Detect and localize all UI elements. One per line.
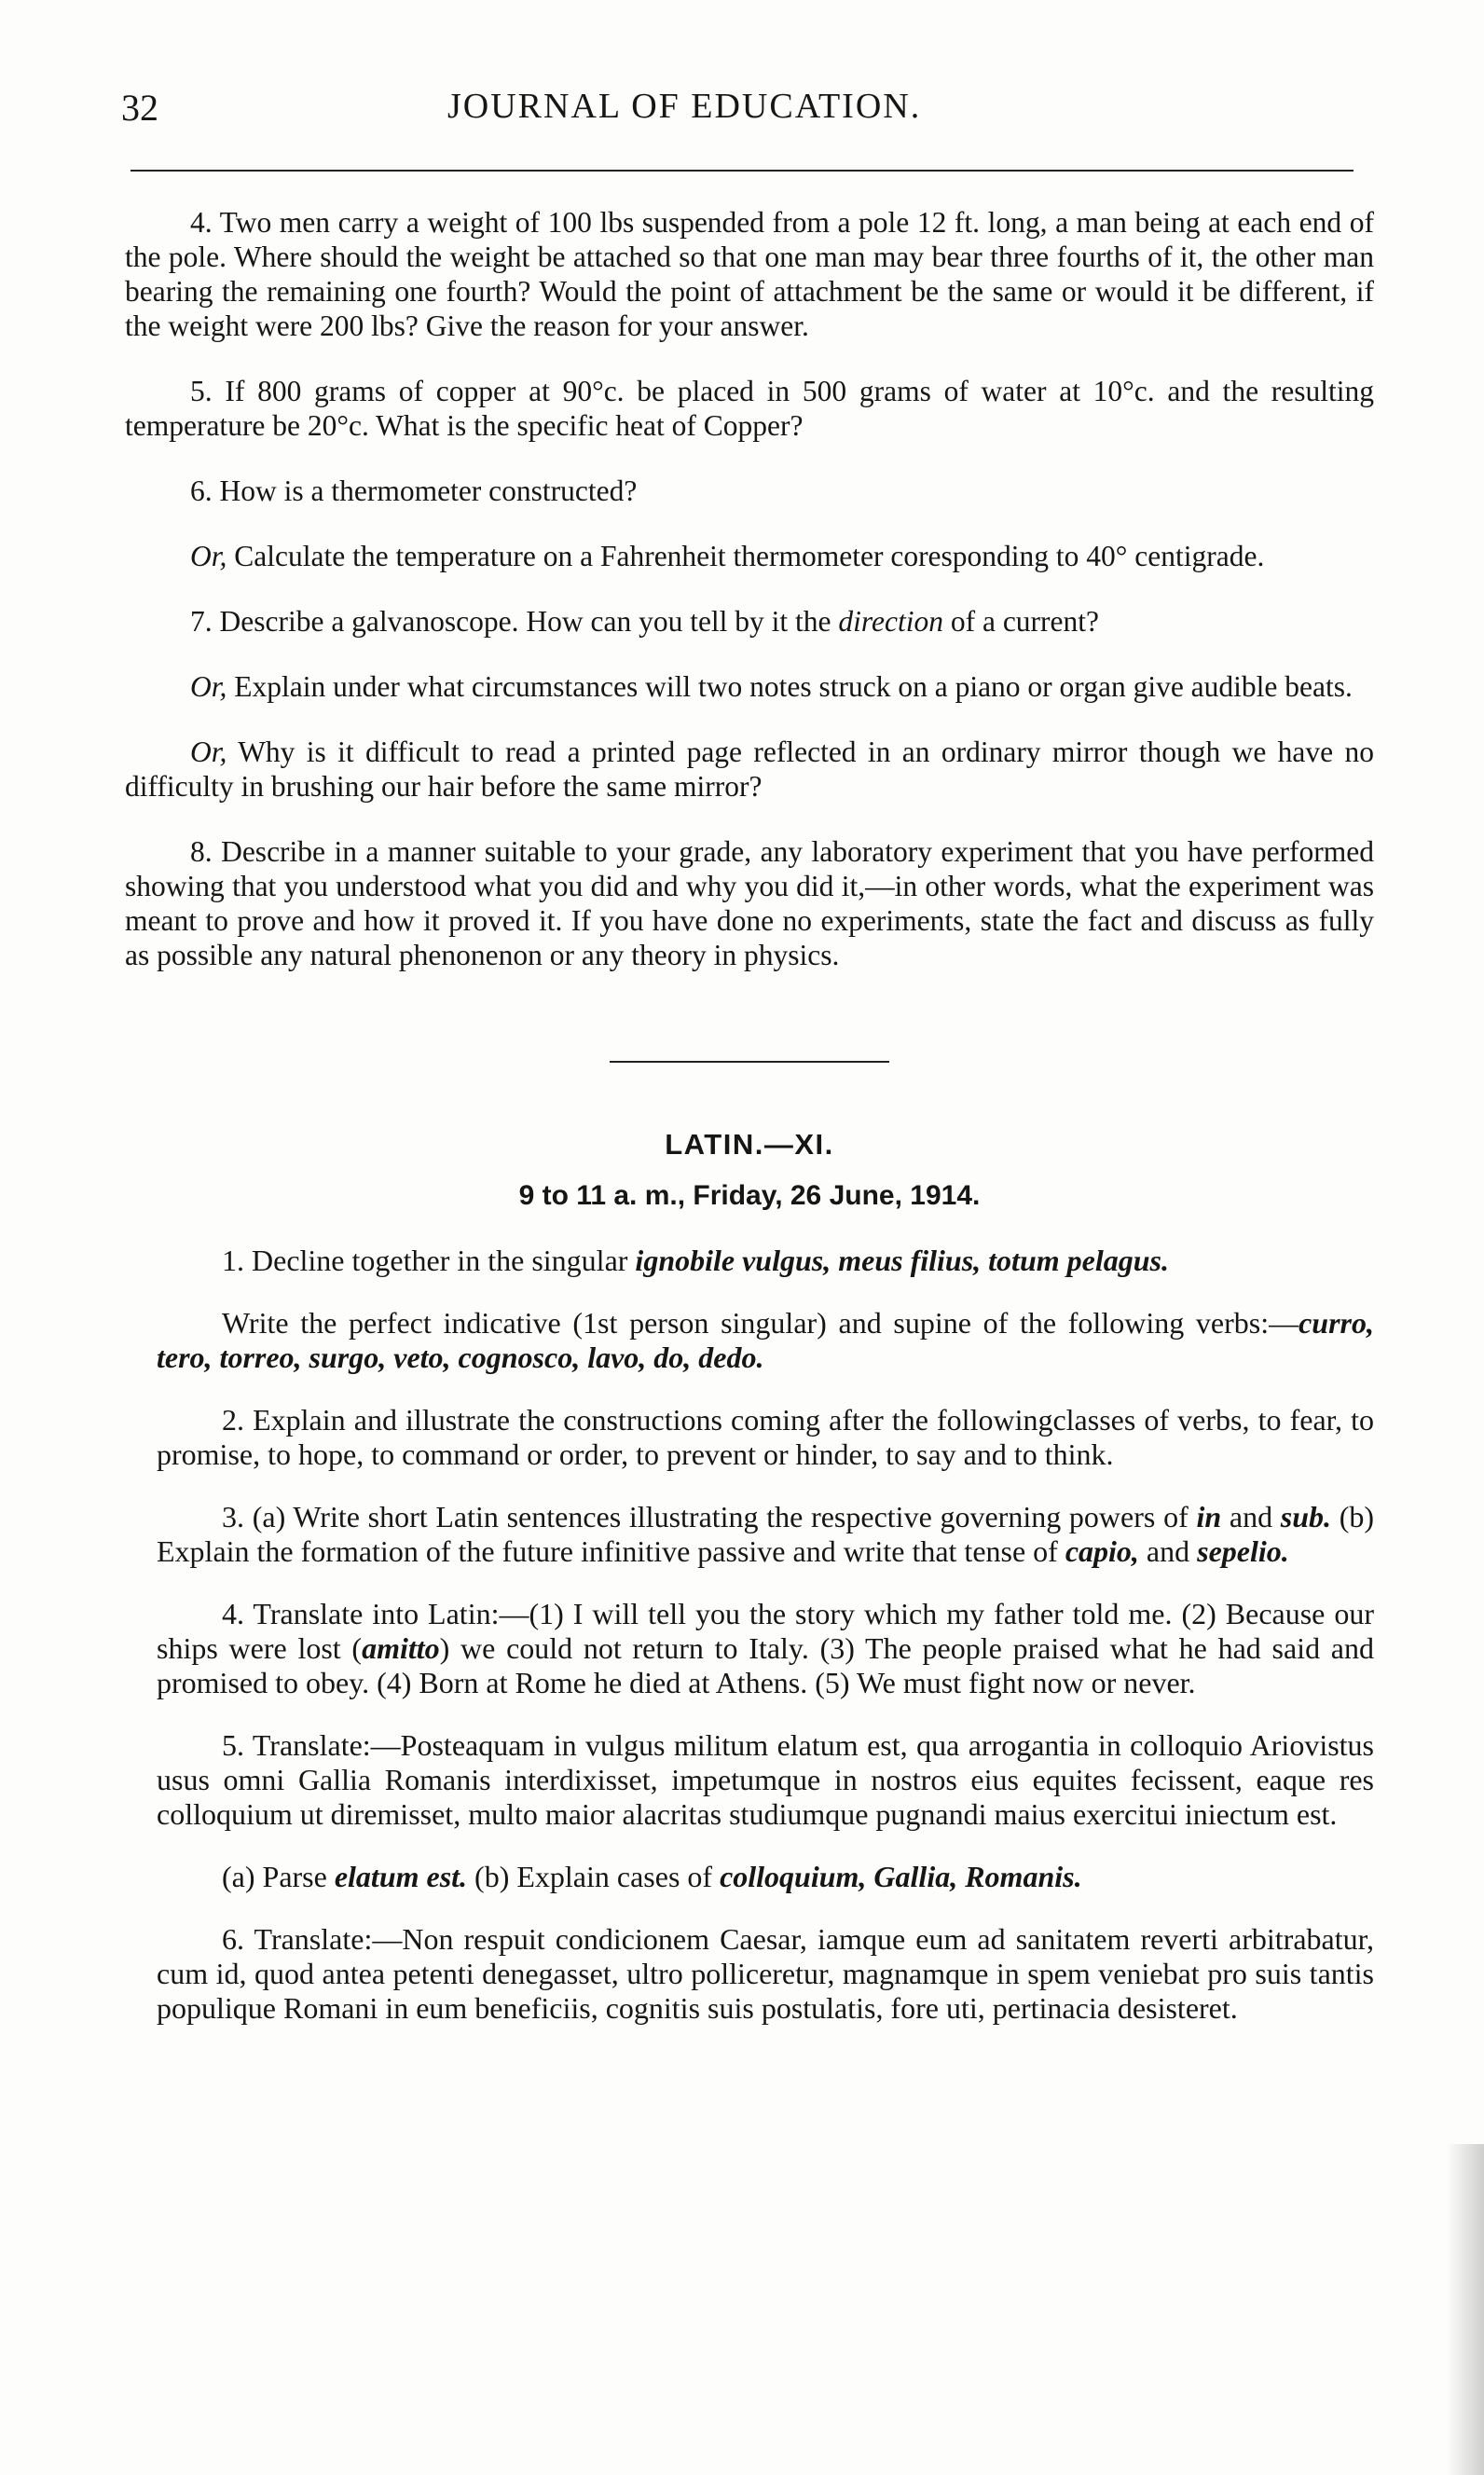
header-rule bbox=[131, 170, 1353, 172]
page-content bbox=[125, 205, 1374, 2054]
physics-question-6: 6. How is a thermometer constructed? bbox=[190, 474, 638, 507]
latin-question-5a: (a) Parse elatum est. (b) Explain cases of colloquium, Gallia, Romanis. bbox=[222, 1860, 1082, 1893]
physics-question-6-alternative: Or, Calculate the temperature on a Fahrenheit thermometer coresponding to 40° centigrade. bbox=[190, 540, 1265, 572]
page-header bbox=[121, 86, 1352, 151]
physics-question-7-alternative-1: Or, Explain under what circumstances will two notes struck on a piano or organ give audible beats. bbox=[190, 670, 1353, 703]
physics-question-8: 8. Describe in a manner suitable to your grade, any laboratory experiment that you have performed showing that you understood what you did and why you did it,—in other words, what the experiment was meant to prove and how it proved it. If you have done no experiments, state the fact and discuss as fully as possible any natural phenonenon or any theory in physics. bbox=[125, 835, 1375, 971]
physics-question-7: 7. Describe a galvanoscope. How can you tell by it the direction of a current? bbox=[190, 605, 1100, 638]
latin-question-4: 4. Translate into Latin:—(1) I will tell you the story which my father told me. (2) Because our ships were lost (amitto) we could not return to Italy. (3) The people praised what he had said and promised to obey. (4) Born at Rome he died at Athens. (5) We must fight now or never. bbox=[157, 1597, 1375, 1699]
physics-question-4: 4. Two men carry a weight of 100 lbs suspended from a pole 12 ft. long, a man being at each end of the pole. Where should the weight be attached so that one man may bear three fourths of it, the other man bearing the remaining one fourth? Would the point of attachment be the same or would it be different, if the weight were 200 lbs? Give the reason for your answer. bbox=[125, 206, 1374, 342]
latin-question-1b: Write the perfect indicative (1st person singular) and supine of the following verbs:—curro, tero, torreo, surgo, veto, cognosco, lavo, do, dedo. bbox=[157, 1306, 1374, 1374]
physics-question-5: 5. If 800 grams of copper at 90°c. be placed in 500 grams of water at 10°c. and the resulting temperature be 20°c. What is the specific heat of Copper? bbox=[125, 375, 1375, 442]
latin-question-2: 2. Explain and illustrate the constructions coming after the followingclasses of verbs, to fear, to promise, to hope, to command or order, to prevent or hinder, to say and to think. bbox=[157, 1403, 1375, 1471]
latin-question-3: 3. (a) Write short Latin sentences illustrating the respective governing powers of in and sub. (b) Explain the formation of the future infinitive passive and write that tense of capio, and sepelio. bbox=[157, 1500, 1375, 1568]
exam-time: 9 to 11 a. m., Friday, 26 June, 1914. bbox=[518, 1180, 981, 1211]
physics-question-7-alternative-2: Or, Why is it difficult to read a printed page reflected in an ordinary mirror though we have no difficulty in brushing our hair before the same mirror? bbox=[125, 736, 1374, 803]
section-separator bbox=[610, 1061, 889, 1063]
page-number: 32 bbox=[121, 87, 158, 129]
latin-question-1: 1. Decline together in the singular ignobile vulgus, meus filius, totum pelagus. bbox=[222, 1244, 1169, 1277]
latin-question-6: 6. Translate:—Non respuit condicionem Caesar, iamque eum ad sanitatem reverti arbitrabatur, cum id, quod antea petenti denegasset, ultro polliceretur, magnamque in spem veniebat pro suis tantis populique Romani in eum beneficiis, cognitis suis postulatis, fore uti, pertinacia desisteret. bbox=[157, 1922, 1375, 2025]
journal-title: JOURNAL OF EDUCATION. bbox=[447, 87, 922, 126]
latin-question-5: 5. Translate:—Posteaquam in vulgus militum elatum est, qua arrogantia in colloquio Ariovistus usus omni Gallia Romanis interdixisset, impetumque in nostros eius equites fecissent, eaque res colloquium ut diremisset, multo maior alacritas studiumque pugnandi maius exercitui iniectum est. bbox=[157, 1728, 1375, 1831]
section-title: LATIN.—XI. bbox=[665, 1128, 834, 1161]
latin-questions bbox=[125, 1244, 1374, 2026]
scan-edge-shadow bbox=[1447, 2144, 1484, 2475]
